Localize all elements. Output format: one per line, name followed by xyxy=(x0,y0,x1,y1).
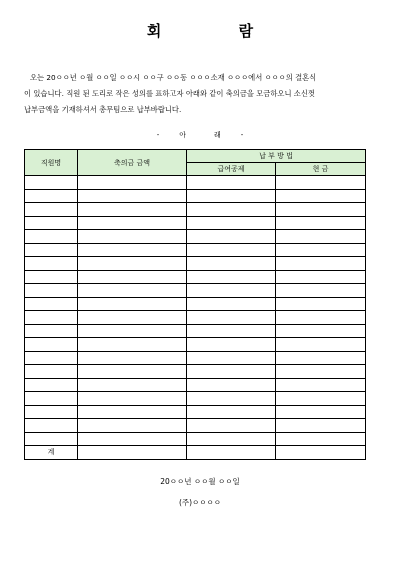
cash-cell[interactable] xyxy=(276,189,366,203)
table-row xyxy=(25,257,366,271)
gift-amount-cell[interactable] xyxy=(78,365,187,379)
payroll-cell[interactable] xyxy=(187,365,276,379)
employee-name-cell[interactable] xyxy=(25,176,78,190)
gift-amount-cell[interactable] xyxy=(78,338,187,352)
employee-name-cell[interactable] xyxy=(25,257,78,271)
cash-cell[interactable] xyxy=(276,432,366,446)
gift-amount-cell[interactable] xyxy=(78,405,187,419)
cash-cell[interactable] xyxy=(276,351,366,365)
table-row xyxy=(25,270,366,284)
total-cash-cell[interactable] xyxy=(276,446,366,460)
gift-amount-cell[interactable] xyxy=(78,257,187,271)
cash-cell[interactable] xyxy=(276,392,366,406)
cash-cell[interactable] xyxy=(276,338,366,352)
header-cash: 현 금 xyxy=(276,163,366,176)
employee-name-cell[interactable] xyxy=(25,243,78,257)
employee-name-cell[interactable] xyxy=(25,351,78,365)
gift-amount-cell[interactable] xyxy=(78,432,187,446)
employee-name-cell[interactable] xyxy=(25,324,78,338)
intro-line-1: 오는 20ㅇㅇ년 ㅇ월 ㅇㅇ일 ㅇㅇ시 ㅇㅇ구 ㅇㅇ동 ㅇㅇㅇ소재 ㅇㅇㅇ에서 ㅇㅇㅇ의 결혼식 xyxy=(30,73,317,82)
table-row xyxy=(25,189,366,203)
table-row xyxy=(25,405,366,419)
cash-cell[interactable] xyxy=(276,243,366,257)
table-row xyxy=(25,284,366,298)
payroll-cell[interactable] xyxy=(187,338,276,352)
payroll-cell[interactable] xyxy=(187,311,276,325)
employee-name-cell[interactable] xyxy=(25,284,78,298)
employee-name-cell[interactable] xyxy=(25,392,78,406)
sub-heading xyxy=(0,130,400,140)
payroll-cell[interactable] xyxy=(187,378,276,392)
gift-amount-cell[interactable] xyxy=(78,351,187,365)
gift-amount-cell[interactable] xyxy=(78,216,187,230)
payroll-cell[interactable] xyxy=(187,230,276,244)
employee-name-cell[interactable] xyxy=(25,405,78,419)
cash-cell[interactable] xyxy=(276,257,366,271)
total-payroll-cell[interactable] xyxy=(187,446,276,460)
header-payment-method: 납 부 방 법 xyxy=(187,150,366,163)
cash-cell[interactable] xyxy=(276,405,366,419)
table-row xyxy=(25,365,366,379)
table-row xyxy=(25,432,366,446)
employee-name-cell[interactable] xyxy=(25,432,78,446)
document-title: 회 람 xyxy=(146,22,290,40)
cash-cell[interactable] xyxy=(276,297,366,311)
gift-amount-cell[interactable] xyxy=(78,230,187,244)
gift-amount-cell[interactable] xyxy=(78,419,187,433)
gift-amount-cell[interactable] xyxy=(78,284,187,298)
total-label: 계 xyxy=(25,446,78,460)
employee-name-cell[interactable] xyxy=(25,270,78,284)
total-amount-cell[interactable] xyxy=(78,446,187,460)
payroll-cell[interactable] xyxy=(187,297,276,311)
payroll-cell[interactable] xyxy=(187,243,276,257)
employee-name-cell[interactable] xyxy=(25,230,78,244)
cash-cell[interactable] xyxy=(276,365,366,379)
gift-amount-cell[interactable] xyxy=(78,324,187,338)
table-row xyxy=(25,176,366,190)
cash-cell[interactable] xyxy=(276,203,366,217)
table-row xyxy=(25,203,366,217)
gift-amount-cell[interactable] xyxy=(78,297,187,311)
header-employee-name: 직원명 xyxy=(25,150,78,176)
table-row xyxy=(25,392,366,406)
payroll-cell[interactable] xyxy=(187,419,276,433)
cash-cell[interactable] xyxy=(276,378,366,392)
footer-company: (주)ㅇㅇㅇㅇ xyxy=(178,498,222,507)
employee-name-cell[interactable] xyxy=(25,378,78,392)
table-row xyxy=(25,324,366,338)
gift-amount-cell[interactable] xyxy=(78,392,187,406)
payroll-cell[interactable] xyxy=(187,432,276,446)
gift-amount-cell[interactable] xyxy=(78,189,187,203)
payroll-cell[interactable] xyxy=(187,392,276,406)
sub-heading-dash-left: - xyxy=(156,131,160,139)
cash-cell[interactable] xyxy=(276,311,366,325)
employee-name-cell[interactable] xyxy=(25,365,78,379)
table-row xyxy=(25,351,366,365)
table-row xyxy=(25,311,366,325)
gift-amount-cell[interactable] xyxy=(78,270,187,284)
sub-heading-dash-right: - xyxy=(240,131,244,139)
employee-name-cell[interactable] xyxy=(25,419,78,433)
payroll-cell[interactable] xyxy=(187,257,276,271)
table-row xyxy=(25,216,366,230)
payroll-cell[interactable] xyxy=(187,203,276,217)
table-row xyxy=(25,297,366,311)
payroll-cell[interactable] xyxy=(187,176,276,190)
sub-heading-char-1: 아 xyxy=(179,131,186,139)
gift-amount-cell[interactable] xyxy=(78,176,187,190)
gift-amount-cell[interactable] xyxy=(78,378,187,392)
employee-name-cell[interactable] xyxy=(25,216,78,230)
cash-cell[interactable] xyxy=(276,324,366,338)
employee-name-cell[interactable] xyxy=(25,203,78,217)
employee-name-cell[interactable] xyxy=(25,338,78,352)
gift-amount-cell[interactable] xyxy=(78,311,187,325)
gift-amount-cell[interactable] xyxy=(78,243,187,257)
table-row xyxy=(25,338,366,352)
intro-paragraph xyxy=(24,70,379,118)
employee-name-cell[interactable] xyxy=(25,189,78,203)
intro-line-2: 이 있습니다. 직원 된 도리로 작은 성의를 표하고자 아래와 같이 축의금을 모금하오니 소신껏 xyxy=(24,89,315,98)
payroll-cell[interactable] xyxy=(187,270,276,284)
cash-cell[interactable] xyxy=(276,284,366,298)
payroll-cell[interactable] xyxy=(187,351,276,365)
cash-cell[interactable] xyxy=(276,230,366,244)
gift-amount-cell[interactable] xyxy=(78,203,187,217)
sub-heading-char-2: 래 xyxy=(214,131,221,139)
cash-cell[interactable] xyxy=(276,419,366,433)
header-gift-amount: 축의금 금액 xyxy=(78,150,187,176)
payroll-cell[interactable] xyxy=(187,216,276,230)
table-row xyxy=(25,230,366,244)
table-row xyxy=(25,243,366,257)
total-row xyxy=(25,446,366,460)
table-row xyxy=(25,419,366,433)
payroll-cell[interactable] xyxy=(187,405,276,419)
payroll-cell[interactable] xyxy=(187,324,276,338)
cash-cell[interactable] xyxy=(276,216,366,230)
cash-cell[interactable] xyxy=(276,270,366,284)
contribution-table xyxy=(24,149,366,460)
table-row xyxy=(25,378,366,392)
employee-name-cell[interactable] xyxy=(25,311,78,325)
table-body xyxy=(25,176,366,460)
footer-date: 20ㅇㅇ년 ㅇㅇ월 ㅇㅇ일 xyxy=(160,477,240,486)
intro-line-3: 납부금액을 기재하셔서 총무팀으로 납부바랍니다. xyxy=(24,105,182,114)
payroll-cell[interactable] xyxy=(187,189,276,203)
payroll-cell[interactable] xyxy=(187,284,276,298)
header-payroll-deduction: 급여공제 xyxy=(187,163,276,176)
cash-cell[interactable] xyxy=(276,176,366,190)
employee-name-cell[interactable] xyxy=(25,297,78,311)
